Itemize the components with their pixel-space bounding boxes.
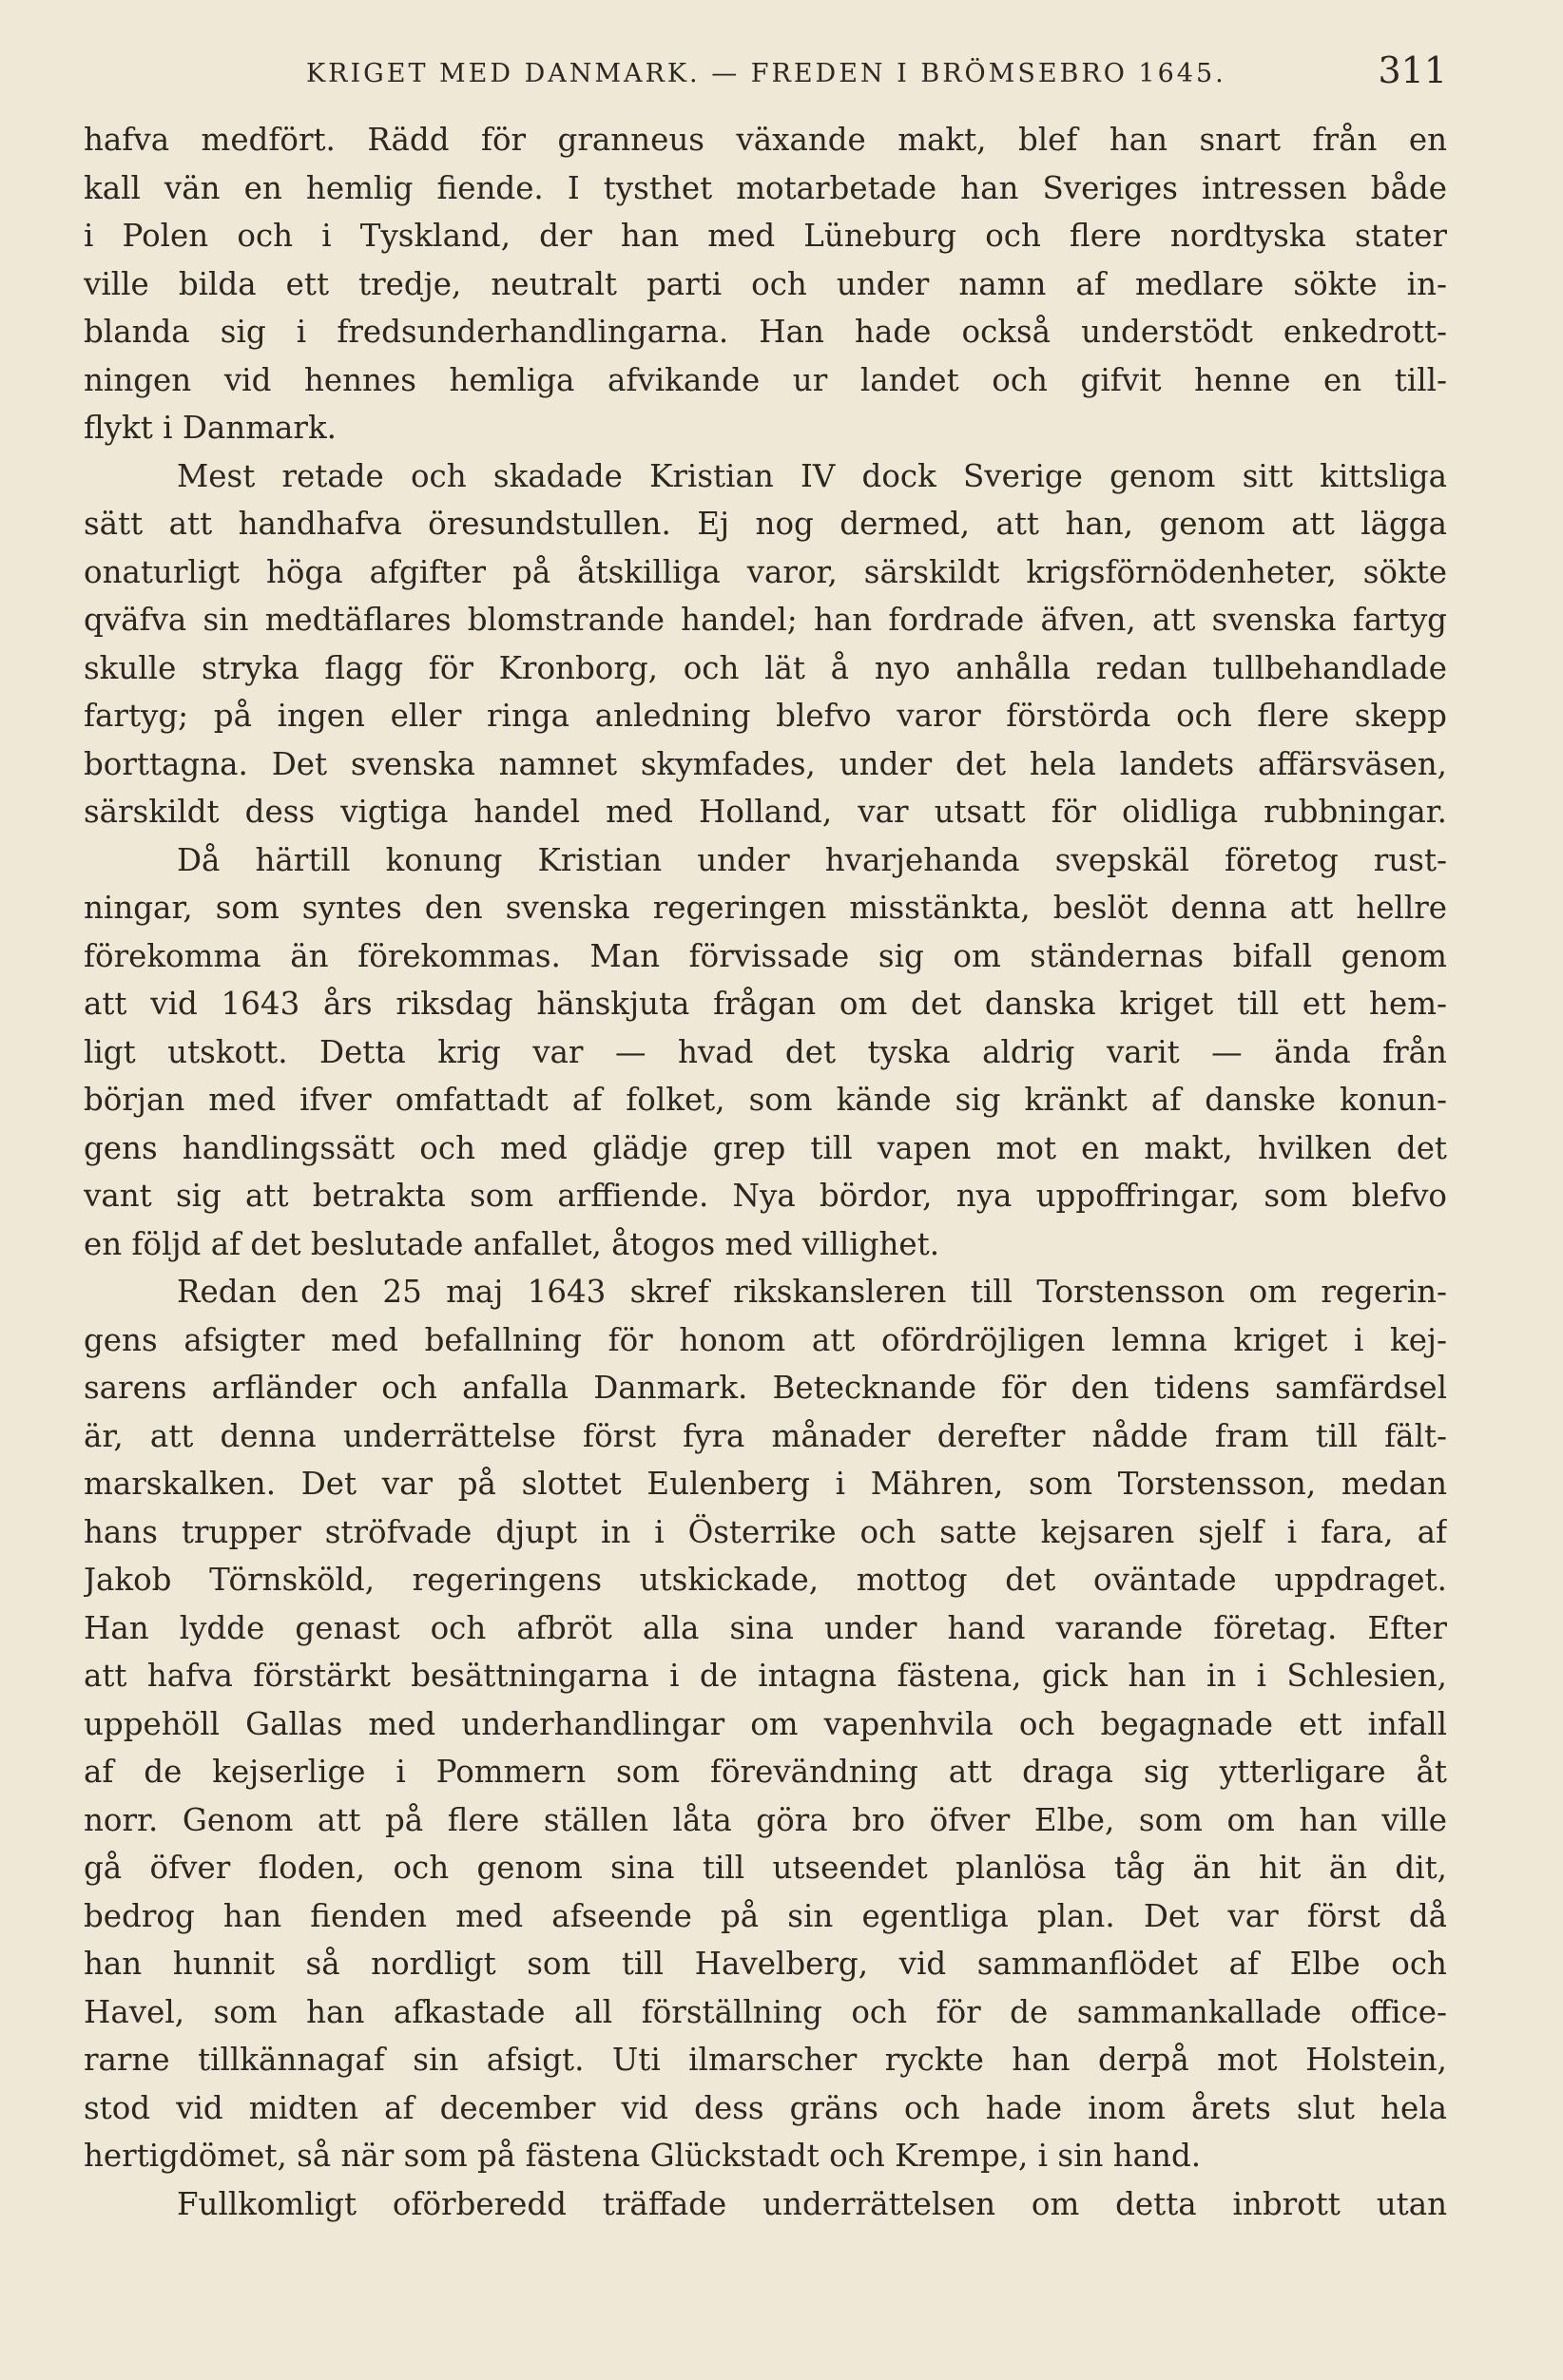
text-line: Mest retade och skadade Kristian IV dock Sverige genom sitt kittsliga	[177, 457, 1447, 494]
text-line: ligt utskott. Detta krig var — hvad det tyska aldrig varit — ända från	[84, 1033, 1447, 1070]
text-line: vant sig att betrakta som arffiende. Nya bördor, nya uppoffringar, som blefvo	[84, 1178, 1447, 1214]
text-line: blanda sig i fredsunderhandlingarna. Han hade också understödt enkedrott-	[84, 314, 1447, 350]
text-line: kall vän en hemlig fiende. I tysthet motarbetade han Sveriges intressen både	[84, 169, 1447, 206]
text-line: förekomma än förekommas. Man förvissade sig om ständernas bifall genom	[84, 937, 1447, 974]
text-line: stod vid midten af december vid dess gräns och hade inom årets slut hela	[84, 2089, 1447, 2126]
text-line: att hafva förstärkt besättningarna i de intagna fästena, gick han in i Schlesien,	[84, 1658, 1447, 1694]
text-line: norr. Genom att på flere ställen låta göra bro öfver Elbe, som om han ville	[84, 1801, 1447, 1838]
text-line: är, att denna underrättelse först fyra månader derefter nådde fram till fält-	[84, 1417, 1447, 1454]
text-line: hafva medfört. Rädd för granneus växande makt, blef han snart från en	[84, 122, 1447, 158]
text-line: ville bilda ett tredje, neutralt parti och under namn af medlare sökte in-	[84, 265, 1447, 302]
text-line: början med ifver omfattadt af folket, som kände sig kränkt af danske konun-	[84, 1082, 1447, 1118]
text-line: hans trupper ströfvade djupt in i Österrike och satte kejsaren sjelf i fara, af	[84, 1513, 1447, 1550]
body-text	[84, 116, 1447, 2228]
text-line: rarne tillkännagaf sin afsigt. Uti ilmarscher ryckte han derpå mot Holstein,	[84, 2042, 1447, 2078]
text-line: sätt att handhafva öresundstullen. Ej nog dermed, att han, genom att lägga	[84, 506, 1447, 542]
text-line: Redan den 25 maj 1643 skref rikskansleren till Torstensson om regerin-	[177, 1274, 1447, 1310]
page-number: 311	[1378, 49, 1447, 91]
text-line: gens afsigter med befallning för honom att ofördröjligen lemna kriget i kej-	[84, 1321, 1447, 1358]
running-head: KRIGET MED DANMARK. — FREDEN I BRÖMSEBRO 1645.	[306, 59, 1226, 88]
text-line: fartyg; på ingen eller ringa anledning blefvo varor förstörda och flere skepp	[84, 698, 1447, 734]
text-line: onaturligt höga afgifter på åtskilliga varor, särskildt krigsförnödenheter, sökte	[84, 553, 1447, 590]
text-line: i Polen och i Tyskland, der han med Lüneburg och flere nordtyska stater	[84, 218, 1447, 254]
text-line: qväfva sin medtäflares blomstrande handel; han fordrade äfven, att svenska fartyg	[84, 602, 1447, 638]
text-line: bedrog han fienden med afseende på sin egentliga plan. Det var först då	[84, 1897, 1447, 1934]
page-header	[87, 49, 1447, 106]
text-line: uppehöll Gallas med underhandlingar om vapenhvila och begagnade ett infall	[84, 1705, 1447, 1742]
text-line: marskalken. Det var på slottet Eulenberg i Mähren, som Torstensson, medan	[84, 1466, 1447, 1502]
text-line: Jakob Törnsköld, regeringens utskickade, mottog det oväntade uppdraget.	[84, 1562, 1447, 1598]
text-line: gå öfver floden, och genom sina till utseendet planlösa tåg än hit än dit,	[84, 1850, 1447, 1886]
text-line: ningen vid hennes hemliga afvikande ur landet och gifvit henne en till-	[84, 361, 1447, 398]
text-line: Fullkomligt oförberedd träffade underrättelsen om detta inbrott utan	[177, 2185, 1447, 2222]
text-line: flykt i Danmark.	[84, 410, 337, 446]
text-line: ningar, som syntes den svenska regeringen misstänkta, beslöt denna att hellre	[84, 890, 1447, 926]
text-line: Havel, som han afkastade all förställning och för de sammankallade office-	[84, 1993, 1447, 2030]
text-line: hertigdömet, så när som på fästena Glückstadt och Krempe, i sin hand.	[84, 2138, 1202, 2174]
text-line: att vid 1643 års riksdag hänskjuta frågan om det danska kriget till ett hem-	[84, 986, 1447, 1022]
text-line: skulle stryka flagg för Kronborg, och lät å nyo anhålla redan tullbehandlade	[84, 649, 1447, 686]
text-line: Han lydde genast och afbröt alla sina under hand varande företag. Efter	[84, 1609, 1447, 1646]
text-line: borttagna. Det svenska namnet skymfades, under det hela landets affärsväsen,	[84, 745, 1447, 782]
text-line: särskildt dess vigtiga handel med Holland, var utsatt för olidliga rubbningar.	[84, 794, 1447, 830]
text-line: sarens arfländer och anfalla Danmark. Betecknande för den tidens samfärdsel	[84, 1370, 1447, 1406]
text-line: gens handlingssätt och med glädje grep till vapen mot en makt, hvilken det	[84, 1129, 1447, 1166]
text-line: Då härtill konung Kristian under hvarjehanda svepskäl företog rust-	[177, 841, 1447, 878]
text-line: han hunnit så nordligt som till Havelberg, vid sammanflödet af Elbe och	[84, 1946, 1447, 1982]
text-line: en följd af det beslutade anfallet, åtogos med villighet.	[84, 1225, 940, 1262]
text-line: af de kejserlige i Pommern som förevändning att draga sig ytterligare åt	[84, 1754, 1447, 1790]
